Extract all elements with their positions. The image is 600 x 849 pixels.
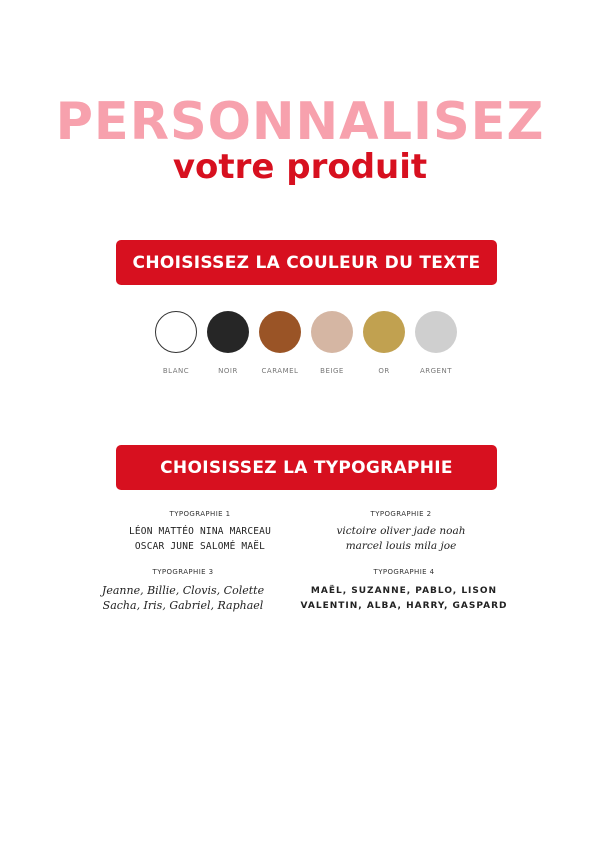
typography-option-3[interactable] bbox=[68, 568, 298, 613]
typography-option-1[interactable] bbox=[85, 510, 315, 554]
color-circle-caramel bbox=[259, 311, 301, 353]
typography-sample-line: OSCAR JUNE SALOMÉ MAËL bbox=[134, 541, 266, 552]
page-subtitle: votre produit bbox=[172, 147, 428, 187]
typography-sample-line: Sacha, Iris, Gabriel, Raphael bbox=[102, 599, 264, 612]
color-label: NOIR bbox=[218, 367, 238, 375]
typography-option-4[interactable] bbox=[289, 568, 519, 614]
color-label: BLANC bbox=[162, 367, 190, 375]
page-title: PERSONNALISEZ bbox=[55, 92, 545, 152]
color-section-banner: CHOISISSEZ LA COULEUR DU TEXTE bbox=[116, 240, 497, 285]
color-swatches bbox=[145, 306, 465, 376]
color-label: CARAMEL bbox=[261, 367, 299, 375]
typography-sample-line: MAËL, SUZANNE, PABLO, LISON bbox=[310, 586, 498, 596]
typography-sample-line: victoire oliver jade noah bbox=[336, 525, 466, 537]
typography-sample-line: Jeanne, Billie, Clovis, Colette bbox=[101, 584, 265, 597]
typography-heading: TYPOGRAPHIE 1 bbox=[169, 510, 231, 518]
color-circle-or bbox=[363, 311, 405, 353]
color-circle-blanc bbox=[155, 311, 197, 353]
typography-heading: TYPOGRAPHIE 3 bbox=[152, 568, 214, 576]
color-label: BEIGE bbox=[320, 367, 344, 375]
typography-sample-line: marcel louis mila joe bbox=[345, 540, 457, 552]
typography-sample-line: LÉON MATTÉO NINA MARCEAU bbox=[128, 526, 272, 537]
color-option-argent[interactable] bbox=[405, 306, 467, 375]
color-circle-beige bbox=[311, 311, 353, 353]
typography-heading: TYPOGRAPHIE 2 bbox=[370, 510, 432, 518]
typography-heading: TYPOGRAPHIE 4 bbox=[373, 568, 435, 576]
typography-section-banner: CHOISISSEZ LA TYPOGRAPHIE bbox=[116, 445, 497, 490]
color-label: OR bbox=[378, 367, 390, 375]
color-circle-argent bbox=[415, 311, 457, 353]
typography-sample-line: VALENTIN, ALBA, HARRY, GASPARD bbox=[300, 601, 508, 611]
typography-option-2[interactable] bbox=[286, 510, 516, 554]
color-circle-noir bbox=[207, 311, 249, 353]
color-label: ARGENT bbox=[419, 367, 452, 375]
